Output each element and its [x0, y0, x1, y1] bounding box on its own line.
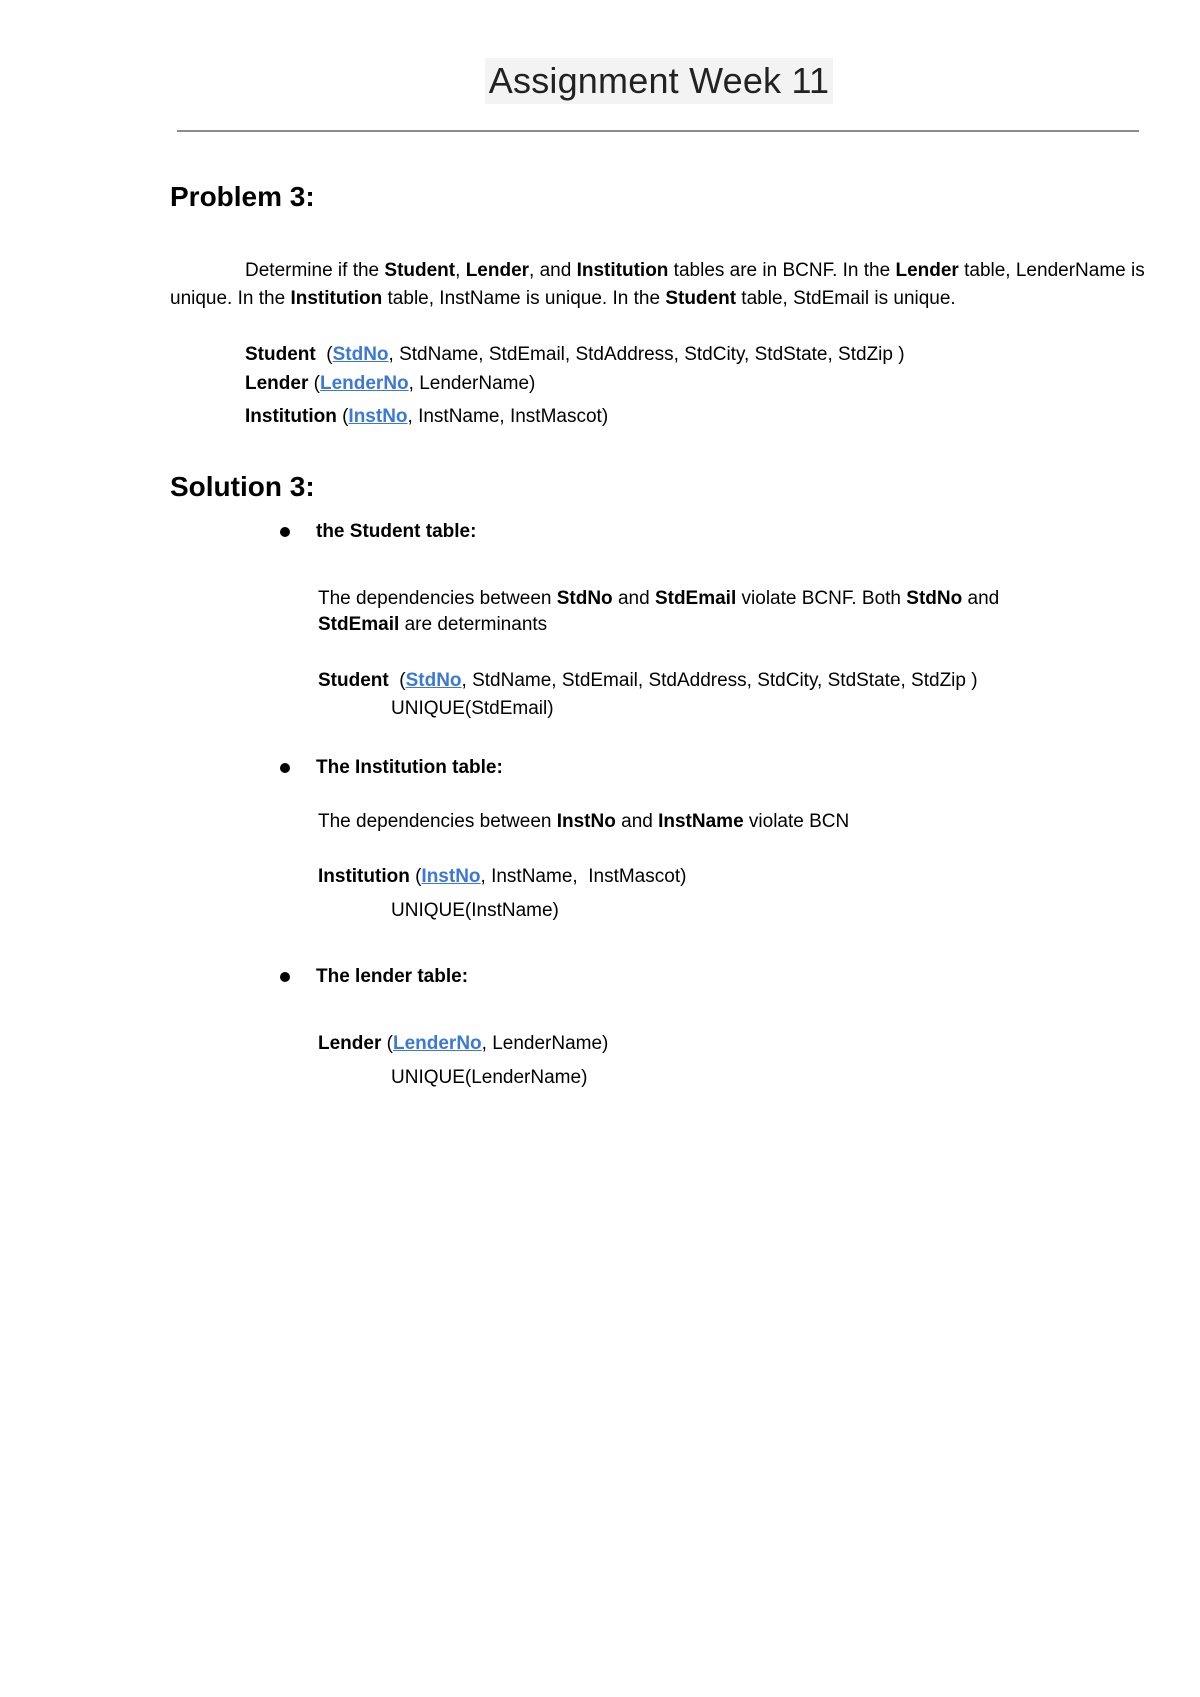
solution-schema-institution: Institution (InstNo, InstName, InstMascot)	[318, 866, 687, 887]
student-unique-constraint: UNIQUE(StdEmail)	[391, 698, 554, 719]
primary-key-link[interactable]: StdNo	[332, 344, 389, 365]
primary-key-link[interactable]: StdNo	[405, 670, 462, 691]
lender-unique-constraint: UNIQUE(LenderName)	[391, 1067, 588, 1088]
problem-intro: Determine if the Student, Lender, and Institution tables are in BCNF. In the Lender table, LenderName is unique. In the Institution table, InstName is unique. In the Student table, StdEmail is unique.	[170, 260, 1145, 309]
institution-unique-constraint: UNIQUE(InstName)	[391, 900, 559, 921]
institution-section-label: The Institution table:	[316, 757, 503, 778]
primary-key-link[interactable]: InstNo	[421, 866, 481, 887]
institution-explanation: The dependencies between InstNo and InstName violate BCN	[318, 811, 850, 832]
student-explanation-line1: The dependencies between StdNo and StdEmail violate BCNF. Both StdNo and	[318, 588, 1000, 609]
solution-schema-lender: Lender (LenderNo, LenderName)	[318, 1033, 609, 1054]
title-divider	[177, 130, 1139, 132]
primary-key-link[interactable]: LenderNo	[392, 1033, 482, 1054]
primary-key-link[interactable]: InstNo	[348, 406, 408, 427]
schema-lender: Lender (LenderNo, LenderName)	[245, 373, 536, 394]
problem-heading: Problem 3:	[170, 181, 315, 212]
primary-key-link[interactable]: LenderNo	[319, 373, 409, 394]
document-title: Assignment Week 11	[485, 58, 833, 104]
solution-schema-student: Student (StdNo, StdName, StdEmail, StdAddress, StdCity, StdState, StdZip )	[318, 670, 978, 691]
title-wrap	[0, 58, 1200, 104]
solution-heading: Solution 3:	[170, 471, 315, 502]
bullet-icon	[280, 972, 290, 982]
lender-section-label: The lender table:	[316, 966, 469, 987]
student-explanation-line2: StdEmail are determinants	[318, 614, 548, 635]
bullet-icon	[280, 527, 290, 537]
bullet-icon	[280, 763, 290, 773]
schema-institution: Institution (InstNo, InstName, InstMascot)	[245, 406, 609, 427]
student-section-label: the Student table:	[316, 521, 477, 542]
schema-student: Student (StdNo, StdName, StdEmail, StdAddress, StdCity, StdState, StdZip )	[245, 344, 905, 365]
